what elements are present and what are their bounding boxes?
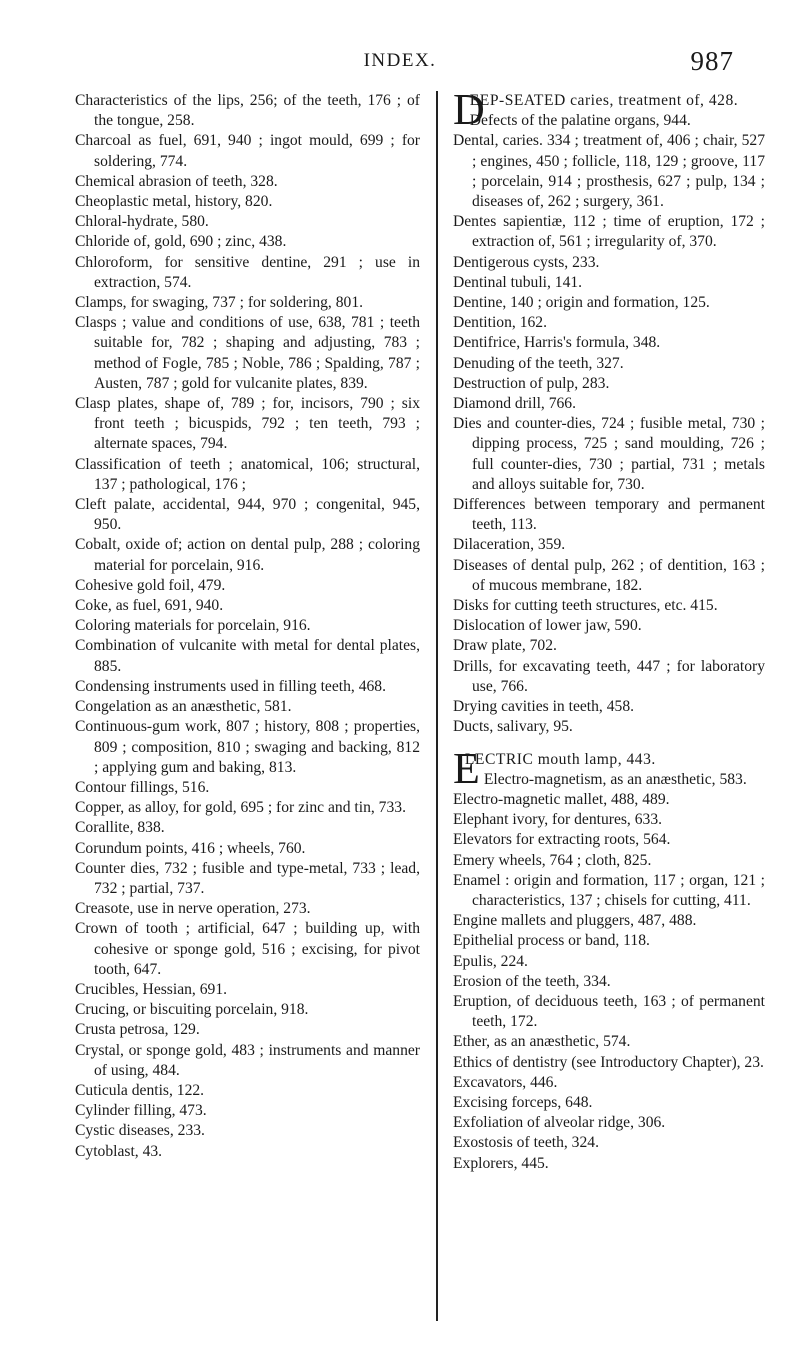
index-entry: Clasps ; value and conditions of use, 638, 781 ; teeth suitable for, 782 ; shaping and adjusting, 783 ; method of Fogle, 785 ; Noble, 786 ; Spalding, 787 ; Austen, 787 ; gold for vulcanite plates, 839. [75,314,420,392]
index-entry: Drills, for excavating teeth, 447 ; for laboratory use, 766. [453,657,765,695]
entry-text: EEP-SEATED caries, treatment of, 428. [469,92,739,109]
index-entry: Cohesive gold foil, 479. [75,576,226,594]
index-entry: Excavators, 446. [453,1073,558,1091]
index-entry: Cuticula dentis, 122. [75,1081,205,1099]
index-entry: Congelation as an anæsthetic, 581. [75,698,292,716]
index-entry: Dies and counter-dies, 724 ; fusible metal, 730 ; dipping process, 725 ; sand moulding, 726 ; full counter-dies, 730 ; partial, 731 ; metals and alloys suitable for, 730. [453,415,765,493]
index-entry: Epithelial process or band, 118. [453,932,650,950]
index-column-left [75,91,420,1162]
index-entry: Crucibles, Hessian, 691. [75,980,228,998]
index-entry: Ducts, salivary, 95. [453,718,573,736]
index-entry: Cytoblast, 43. [75,1142,163,1160]
dropcap-d: D [453,85,485,134]
index-entry: Epulis, 224. [453,952,528,970]
index-entry: Draw plate, 702. [453,637,557,655]
index-entry: Ether, as an anæsthetic, 574. [453,1033,631,1051]
index-column-right [453,85,765,1174]
index-entry: Ethics of dentistry (see Introductory Chapter), 23. [453,1053,764,1071]
page-number: 987 [690,46,734,76]
index-entry: Denuding of the teeth, 327. [453,354,624,372]
index-entry: Condensing instruments used in filling teeth, 468. [75,677,386,695]
running-title: INDEX. [363,50,437,71]
index-entry: Dentinal tubuli, 141. [453,273,583,291]
index-entry: Coloring materials for porcelain, 916. [75,617,311,635]
entry-text: Electro-magnetism, as an anæsthetic, 583. [483,770,747,788]
index-entry: Clasp plates, shape of, 789 ; for, incisors, 790 ; six front teeth ; bicuspids, 792 ; ten teeth, 793 ; alternate spaces, 794. [75,395,420,453]
index-entry: Erosion of the teeth, 334. [453,972,611,990]
index-entry: Cystic diseases, 233. [75,1122,205,1140]
index-entry: Dental, caries. 334 ; treatment of, 406 ; chair, 527 ; engines, 450 ; follicle, 118, 129 ; groove, 117 ; porcelain, 914 ; prosthesis, 627 ; pulp, 134 ; diseases of, 262 ; surgery, 361. [453,132,765,211]
index-entry: Dentes sapientiæ, 112 ; time of eruption, 172 ; extraction of, 561 ; irregularity of, 370. [453,213,765,251]
index-entry: Diamond drill, 766. [453,395,577,413]
index-entry: Dentition, 162. [453,314,547,332]
index-entry: Cobalt, oxide of; action on dental pulp, 288 ; coloring material for porcelain, 916. [75,536,420,574]
index-entry: Engine mallets and pluggers, 487, 488. [453,912,697,930]
index-entry: Diseases of dental pulp, 262 ; of dentition, 163 ; of mucous membrane, 182. [453,556,765,594]
index-entry: Crown of tooth ; artificial, 647 ; building up, with cohesive or sponge gold, 516 ; excising, for pivot tooth, 647. [75,920,420,978]
column-divider [436,91,438,1321]
entry-text: LECTRIC mouth lamp, 443. [464,750,656,768]
index-entry: Dislocation of lower jaw, 590. [453,617,642,635]
index-entry: Emery wheels, 764 ; cloth, 825. [453,851,652,869]
index-entry: Contour fillings, 516. [75,778,210,796]
index-entry: Coke, as fuel, 691, 940. [75,597,224,615]
index-entry: Chemical abrasion of teeth, 328. [75,172,278,190]
index-entry: Chloride of, gold, 690 ; zinc, 438. [75,233,287,251]
index-entry: Elevators for extracting roots, 564. [453,831,671,849]
e-entries [453,790,765,1174]
index-entry: Crystal, or sponge gold, 483 ; instruments and manner of using, 484. [75,1041,420,1079]
index-entry: Disks for cutting teeth structures, etc. 415. [453,597,718,615]
index-entry: Cylinder filling, 473. [75,1102,207,1120]
index-entry: Dilaceration, 359. [453,536,566,554]
index-entry: Copper, as alloy, for gold, 695 ; for zinc and tin, 733. [75,799,406,817]
index-entry: Continuous-gum work, 807 ; history, 808 ; properties, 809 ; composition, 810 ; swaging and backing, 812 ; applying gum and baking, 813. [75,718,420,776]
index-entry: Differences between temporary and permanent teeth, 113. [453,496,765,534]
index-entry: Cleft palate, accidental, 944, 970 ; congenital, 945, 950. [75,496,420,534]
d-entries [453,111,765,737]
index-entry: Combination of vulcanite with metal for dental plates, 885. [75,637,420,675]
index-entry: Creasote, use in nerve operation, 273. [75,900,311,918]
index-entry: Counter dies, 732 ; fusible and type-metal, 733 ; lead, 732 ; partial, 737. [75,859,420,897]
index-entry: Dentigerous cysts, 233. [453,253,600,271]
index-entry: Elephant ivory, for dentures, 633. [453,811,663,829]
index-entry: Corundum points, 416 ; wheels, 760. [75,839,306,857]
index-entry: Characteristics of the lips, 256; of the teeth, 176 ; of the tongue, 258. [75,92,420,130]
index-entry: Excising forceps, 648. [453,1093,593,1111]
index-entry: Eruption, of deciduous teeth, 163 ; of permanent teeth, 172. [453,992,765,1031]
index-entry: Drying cavities in teeth, 458. [453,698,635,716]
page-header [0,46,800,82]
index-entry: Destruction of pulp, 283. [453,374,610,392]
index-entry: Crusta petrosa, 129. [75,1021,200,1039]
index-entry: Electro-magnetic mallet, 488, 489. [453,790,670,808]
index-entry: Clamps, for swaging, 737 ; for soldering, 801. [75,294,364,312]
index-entry: Dentine, 140 ; origin and formation, 125. [453,294,710,312]
index-entry: Exfoliation of alveolar ridge, 306. [453,1114,666,1132]
index-entry: Explorers, 445. [453,1154,549,1172]
index-entry: Crucing, or biscuiting porcelain, 918. [75,1001,309,1019]
index-entry: Cheoplastic metal, history, 820. [75,193,273,211]
index-entry: Dentifrice, Harris's formula, 348. [453,334,661,352]
dropcap-e: E [453,743,480,793]
index-entry: Enamel : origin and formation, 117 ; organ, 121 ; characteristics, 137 ; chisels for cutting, 411. [453,871,765,909]
index-entry-e-first [453,743,765,793]
index-entry: Chloroform, for sensitive dentine, 291 ; use in extraction, 574. [75,253,420,291]
index-entry: Classification of teeth ; anatomical, 106; structural, 137 ; pathological, 176 ; [75,455,420,493]
index-entry: Corallite, 838. [75,819,165,837]
index-entry: Charcoal as fuel, 691, 940 ; ingot mould, 699 ; for soldering, 774. [75,132,420,170]
index-entry: Defects of the palatine organs, 944. [469,112,691,130]
index-entry: Exostosis of teeth, 324. [453,1134,599,1152]
index-entry: Chloral-hydrate, 580. [75,213,209,231]
